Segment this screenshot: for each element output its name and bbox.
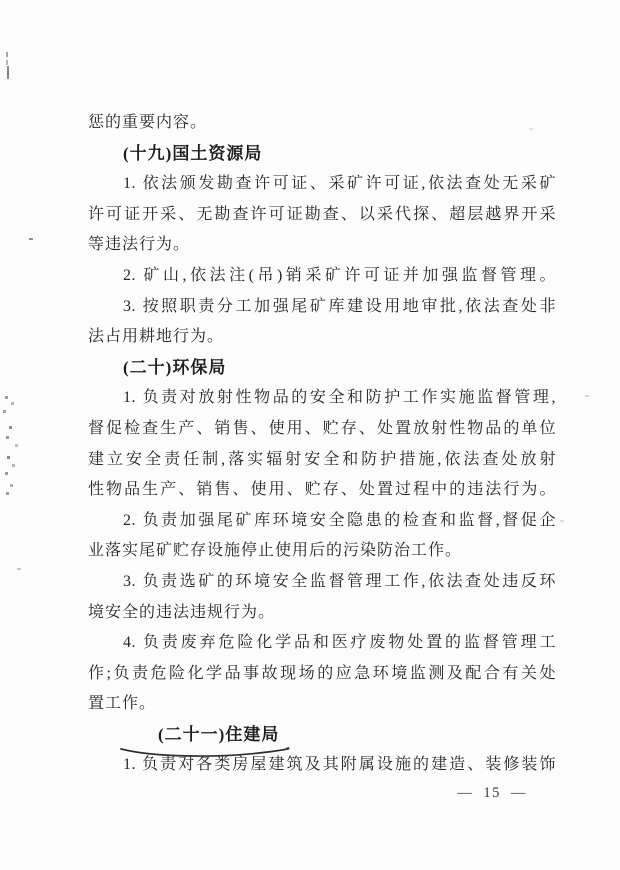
page-number: — 15 — — [457, 785, 527, 801]
section-heading-huanbao: (二十)环保局 — [123, 357, 227, 377]
text-line: 2. 矿山,依法注(吊)销采矿许可证并加强监督管理。 — [123, 266, 556, 284]
text-line: 3. 按照职责分工加强尾矿库建设用地审批,依法查处非 — [123, 297, 556, 315]
text-line: 建立安全责任制,落实辐射安全和防护措施,依法查处放射 — [88, 450, 556, 468]
text-line: 性物品生产、销售、使用、贮存、处置过程中的违法行为。 — [88, 481, 556, 499]
text-line: 2. 负责加强尾矿库环境安全隐患的检查和监督,督促企 — [123, 511, 556, 529]
text-line: 作;负责危险化学品事故现场的应急环境监测及配合有关处 — [88, 664, 556, 682]
text-line: 法占用耕地行为。 — [88, 328, 225, 346]
scan-speck — [5, 396, 8, 399]
scan-speck — [29, 238, 33, 240]
section-heading-zhujian — [88, 720, 556, 751]
scan-speck — [6, 52, 8, 57]
text-line: 置工作。 — [88, 695, 157, 713]
text-line: 1. 负责对放射性物品的安全和防护工作实施监督管理, — [123, 389, 556, 407]
text-line: 督促检查生产、销售、使用、贮存、处置放射性物品的单位 — [88, 419, 556, 437]
text-line: 境安全的违法违规行为。 — [88, 603, 276, 621]
document-text-block — [88, 108, 556, 781]
text-line: 4. 负责废弃危险化学品和医疗废物处置的监督管理工 — [123, 634, 556, 652]
text-line: 1. 依法颁发勘查许可证、采矿许可证,依法查处无采矿 — [123, 175, 556, 193]
text-line: 1. 负责对各类房屋建筑及其附属设施的建造、装修装饰 — [123, 756, 556, 774]
text-line: 业落实尾矿贮存设施停止使用后的污染防治工作。 — [88, 542, 463, 560]
text-line: 等违法行为。 — [88, 236, 191, 254]
section-heading-zhujian-label: (二十一)住建局 — [158, 724, 280, 744]
text-line: 惩的重要内容。 — [88, 114, 208, 131]
text-line: 许可证开采、无勘查许可证勘查、以采代探、超层越界开采 — [88, 205, 556, 223]
text-line: 3. 负责选矿的环境安全监督管理工作,依法查处违反环 — [123, 572, 556, 590]
section-heading-guotu: (十九)国土资源局 — [123, 143, 263, 163]
